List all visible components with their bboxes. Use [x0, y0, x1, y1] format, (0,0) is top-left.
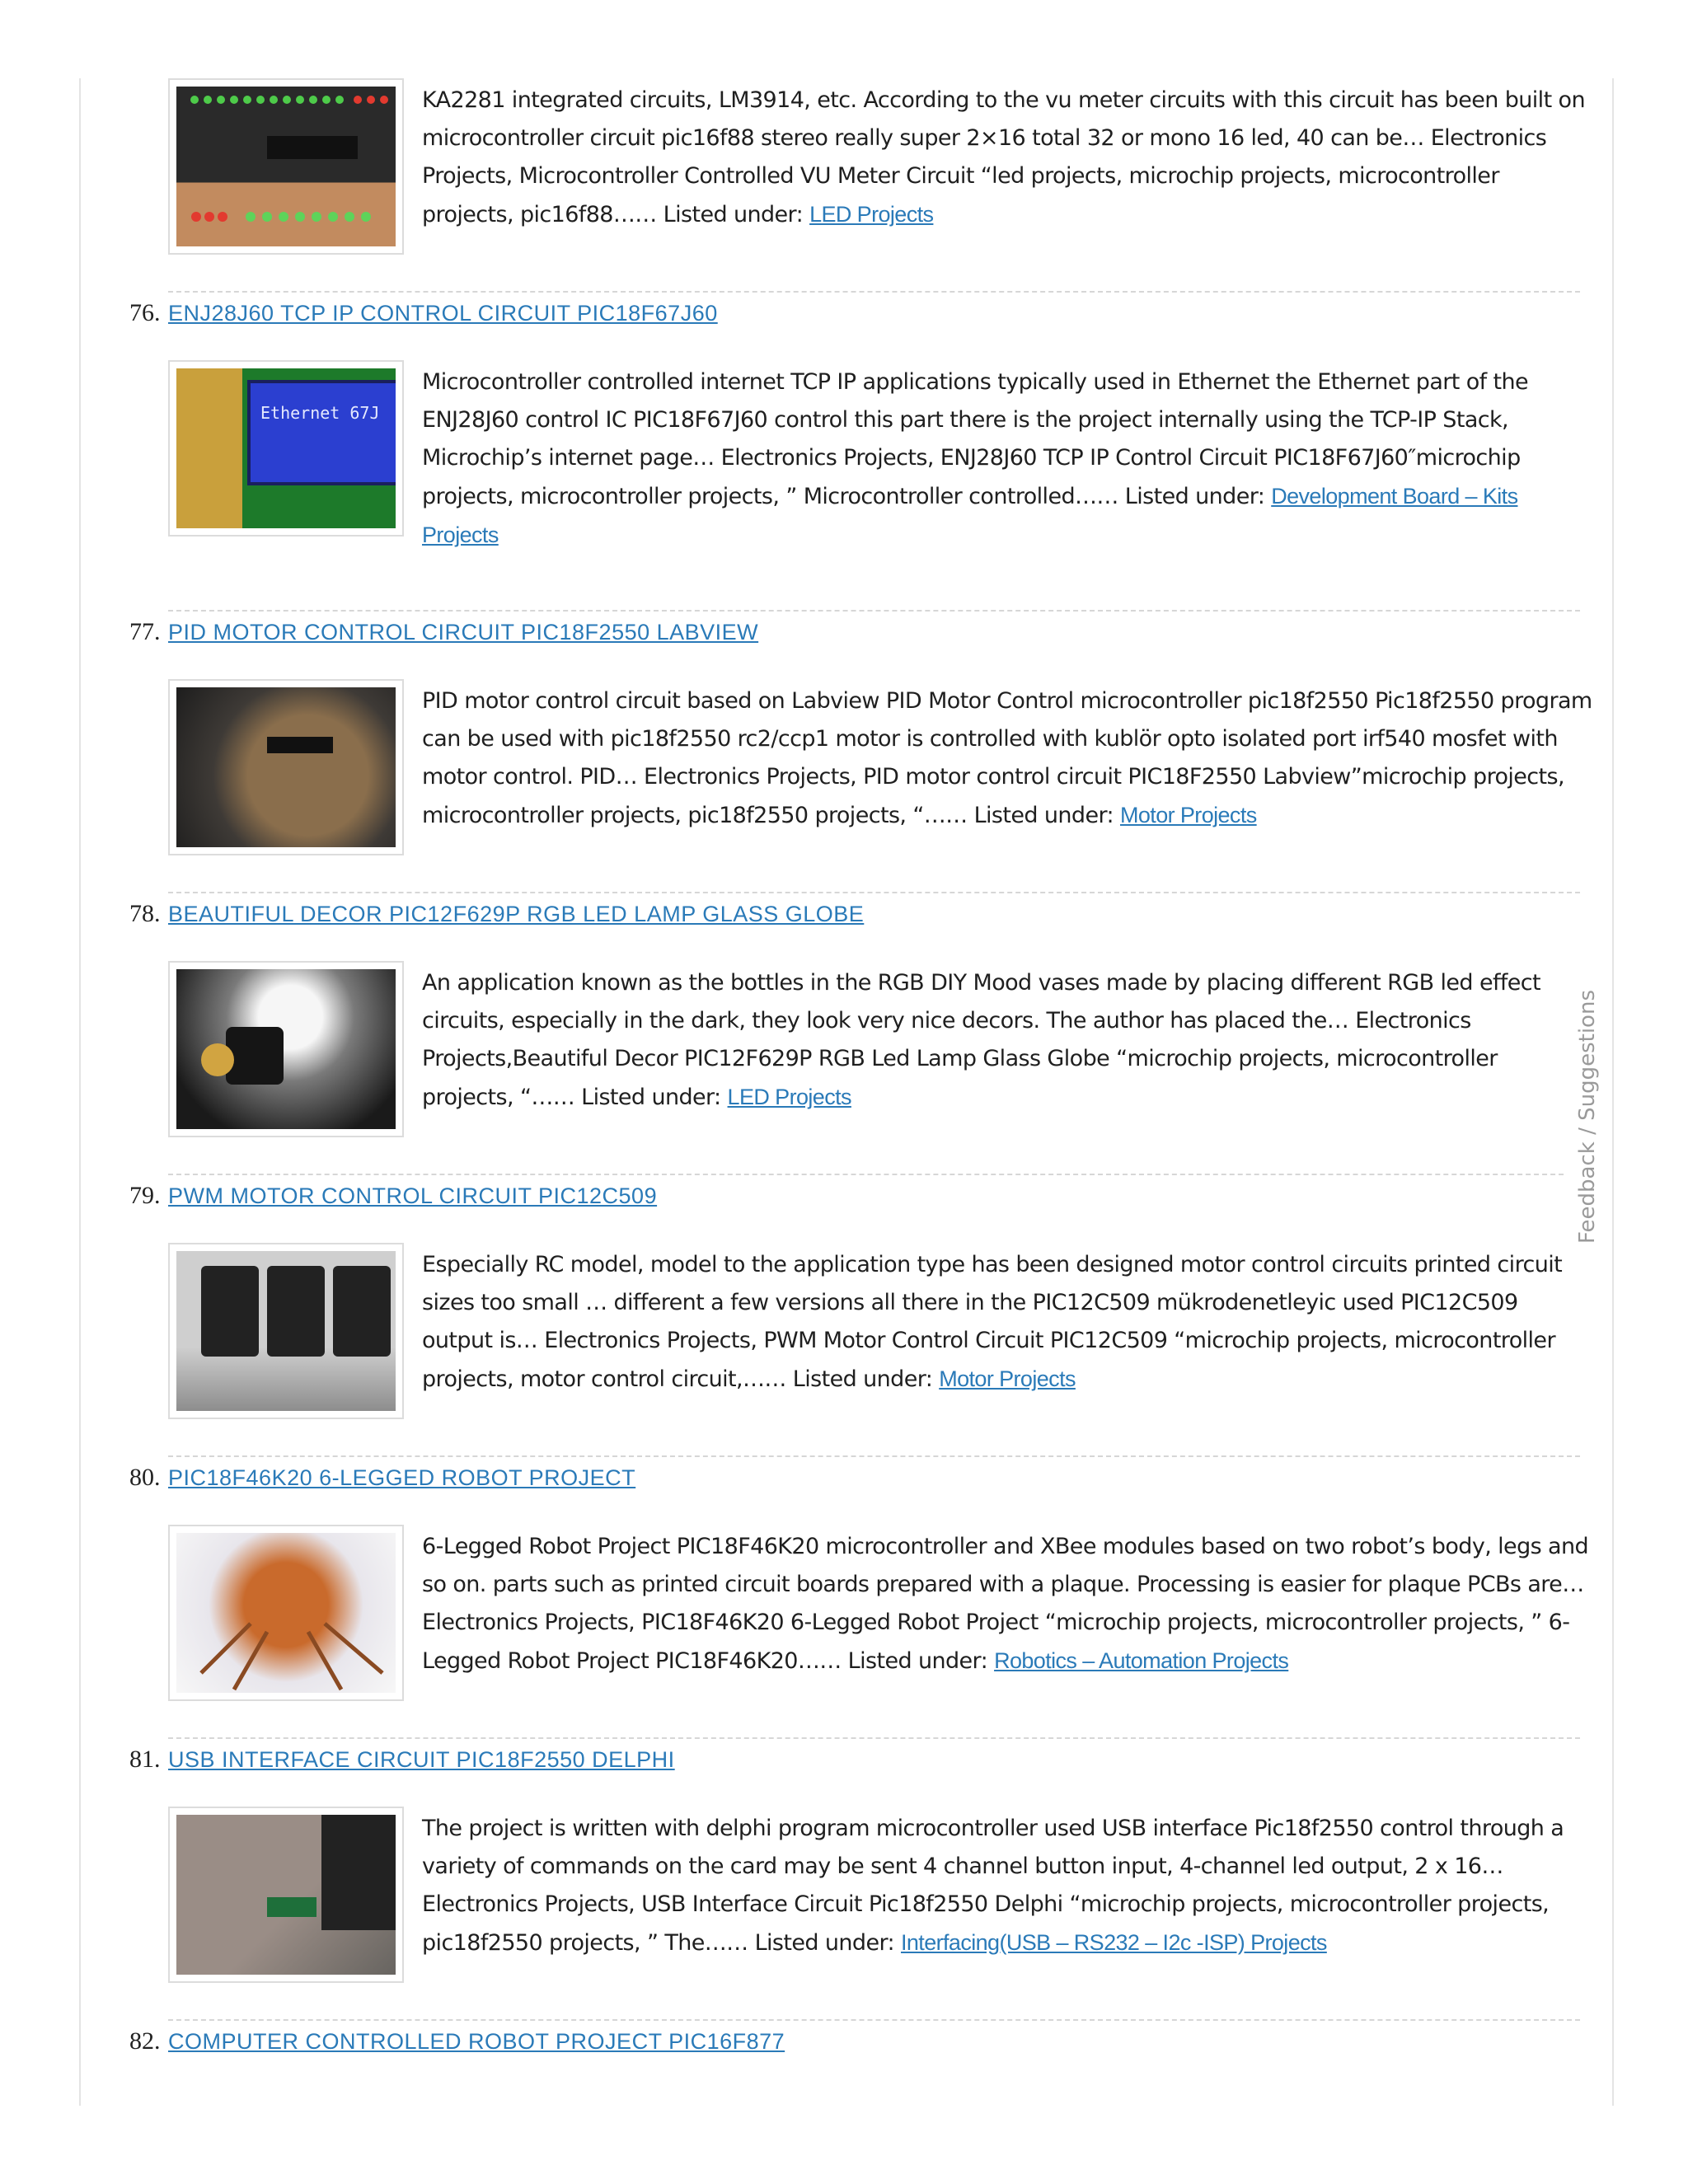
led-dots [176, 87, 396, 246]
item-heading [129, 291, 1580, 360]
chip-shape [267, 737, 333, 753]
project-description: KA2281 integrated circuits, LM3914, etc. According to the vu meter circuits with this circuit has been built on microcontroller circuit pic16f88 stereo really super 2×16 total 32 or mono 16 led, 40 can be… Electronics Projects, Microcontroller Controlled VU Meter Circuit “led projects, microchip projects, microcontroller projects, pic16f88…… Listed under: LED Projects [422, 87, 1585, 227]
item-heading [129, 2019, 1580, 2088]
project-thumbnail[interactable] [168, 360, 404, 537]
list-item [168, 78, 1585, 291]
feedback-tab[interactable] [1564, 972, 1611, 1261]
item-number: 76. [129, 299, 161, 326]
item-number: 80. [129, 1464, 161, 1491]
project-thumbnail[interactable] [168, 1243, 404, 1419]
project-description: An application known as the bottles in the RGB DIY Mood vases made by placing different RGB led effect circuits, especially in the dark, they look very nice decors. The author has placed the… Electronics Projects,Beautiful Decor PIC12F629P RGB Led Lamp Glass Globe “microchip projects, microcontroller projects, “…… Listed under: LED Projects [422, 970, 1541, 1110]
category-link[interactable]: LED Projects [727, 1085, 851, 1109]
item-number: 79. [129, 1182, 161, 1209]
project-description: PID motor control circuit based on Labview PID Motor Control microcontroller pic18f2550 Pic18f2550 program can be used with pic18f2550 rc2/ccp1 motor is controlled with kublör opto isolated port irf540 mosfet with motor control. PID… Electronics Projects, PID motor control circuit PIC18F2550 Labview”microchip projects, microcontroller projects, pic18f2550 projects, “…… Listed under: Motor Projects [422, 688, 1592, 828]
lcd-screen: Ethernet 67J [247, 380, 396, 485]
item-number: 77. [129, 618, 161, 645]
project-thumbnail[interactable] [168, 78, 404, 255]
list-item [168, 1243, 1580, 1455]
category-link[interactable]: Motor Projects [1119, 803, 1257, 827]
usb-interface-image [176, 1815, 396, 1975]
item-title-link[interactable]: PID MOTOR CONTROL CIRCUIT PIC18F2550 LABVIEW [168, 620, 759, 644]
category-link[interactable]: Robotics – Automation Projects [994, 1648, 1289, 1673]
item-title-link[interactable]: ENJ28J60 TCP IP CONTROL CIRCUIT PIC18F67J60 [168, 301, 718, 326]
item-heading [129, 1737, 1580, 1807]
list-item [168, 1807, 1580, 2019]
component-shape [226, 1027, 284, 1085]
transistor-shape [333, 1266, 391, 1357]
vu-meter-image [176, 87, 396, 246]
transistor-shape [267, 1266, 325, 1357]
category-link[interactable]: Interfacing(USB – RS232 – I2c -ISP) Projects [900, 1930, 1327, 1955]
item-title-link[interactable]: BEAUTIFUL DECOR PIC12F629P RGB LED LAMP GLASS GLOBE [168, 902, 865, 926]
item-title-link[interactable]: COMPUTER CONTROLLED ROBOT PROJECT PIC16F877 [168, 2029, 785, 2054]
list-item [168, 961, 1580, 1174]
ethernet-lcd-image [176, 368, 396, 528]
item-title-link[interactable]: USB INTERFACE CIRCUIT PIC18F2550 DELPHI [168, 1747, 675, 1772]
project-description: 6-Legged Robot Project PIC18F46K20 microcontroller and XBee modules based on two robot’s body, legs and so on. parts such as printed circuit boards prepared with a plaque. Processing is easier for plaque PCBs are… Electronics Projects, PIC18F46K20 6-Legged Robot Project “microchip projects, microcontroller projects, ” 6-Legged Robot Project PIC18F46K20…… Listed under: Robotics – Automation Projects [422, 1534, 1589, 1674]
item-title-link[interactable]: PIC18F46K20 6-LEGGED ROBOT PROJECT [168, 1465, 636, 1490]
item-title-link[interactable]: PWM MOTOR CONTROL CIRCUIT PIC12C509 [168, 1183, 658, 1208]
list-item [168, 1525, 1589, 1737]
rgb-led-image [176, 969, 396, 1129]
capacitor-shape [201, 1043, 234, 1076]
robot-legs [176, 1533, 396, 1693]
item-heading [129, 892, 1580, 961]
category-link[interactable]: Motor Projects [939, 1366, 1076, 1391]
feedback-tab-label: Feedback / Suggestions [1575, 990, 1600, 1244]
project-description: Microcontroller controlled internet TCP IP applications typically used in Ethernet the Ethernet part of the ENJ28J60 control IC PIC18F67J60 control this part there is the project internally using the TCP-IP Stack, Microchip’s internet page… Electronics Projects, ENJ28J60 TCP IP Control Circuit PIC18F67J60″microchip projects, microcontroller projects, ” Microcontroller controlled…… Listed under: Development Board – Kits Projects [422, 369, 1529, 547]
item-heading [129, 1455, 1580, 1525]
project-thumbnail[interactable] [168, 1807, 404, 1983]
pwm-board-image [176, 1251, 396, 1411]
item-heading [129, 1174, 1580, 1243]
project-thumbnail[interactable] [168, 679, 404, 855]
project-description: Especially RC model, model to the application type has been designed motor control circuits printed circuit sizes too small … different a few versions all there in the PIC12C509 mükrodenetleyic used PIC12C509 output is… Electronics Projects, PWM Motor Control Circuit PIC12C509 “microchip projects, microcontroller projects, motor control circuit,…… Listed under: Motor Projects [422, 1252, 1563, 1392]
project-thumbnail[interactable] [168, 961, 404, 1137]
project-thumbnail[interactable] [168, 1525, 404, 1701]
category-link[interactable]: Development Board – Kits Projects [422, 484, 1518, 547]
item-number: 78. [129, 900, 161, 927]
list-item [168, 679, 1592, 892]
project-description: The project is written with delphi program microcontroller used USB interface Pic18f2550 control through a variety of commands on the card may be sent 4 channel button input, 4-channel led output, 2 x 16…Electronics Projects, USB Interface Circuit Pic18f2550 Delphi “microchip projects, microcontroller projects, pic18f2550 projects, ” The…… Listed under: Interfacing(USB – RS232 – I2c -ISP) Projects [422, 1816, 1564, 1956]
laptop-shape [321, 1815, 396, 1930]
list-item [168, 360, 1580, 610]
category-link[interactable]: LED Projects [809, 202, 934, 227]
item-number: 81. [129, 1746, 161, 1773]
item-number: 82. [129, 2027, 161, 2055]
item-heading [129, 610, 1580, 679]
transistor-shape [201, 1266, 259, 1357]
pid-board-image [176, 687, 396, 847]
robot-image [176, 1533, 396, 1693]
board-shape [267, 1897, 316, 1917]
